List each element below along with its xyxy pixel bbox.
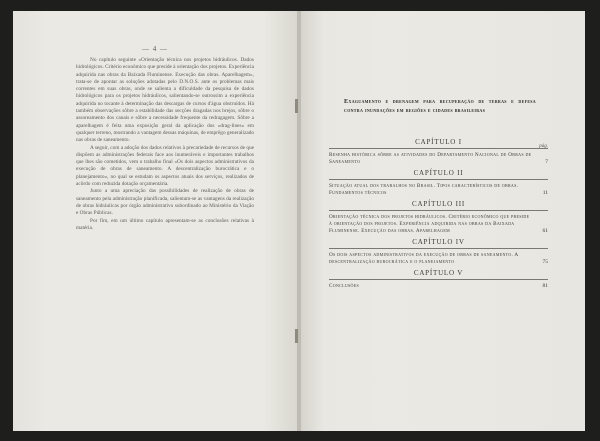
toc-entry-text: Os dois aspectos administrativos da execução de obras de saneamento. A descentralização burocrática e o planejamento (329, 252, 519, 265)
toc-entry-page: 75 (542, 259, 548, 265)
chapter-rule (329, 210, 548, 211)
toc-entry-text: Resenha histórica sôbre as atividades do Departamento Nacional de Obras de Saneamento (329, 152, 532, 165)
paragraph: No capítulo seguinte «Orientação técnica nos projetos hidráulicos. Dados hidrológicos. Critério econômico que preside à orientação dos projetos. Experiência adquirida nas obras da Baixada Fluminense. Execução das obras. Aparelhagem», trata-se de apontar as soluções adotadas pelo D.N.O.S. ante os problemas mais correntes em suas obras, onde se salienta a dificuldade da pesquisa de dados hidrológicos para os projetos hidráulicos, salientando-se outrossim a experiência adquirida no tocante à determinação das descargas de cursos d'água obstruídos. Há também observações sôbre a estabilidade das secções dragadas nos brejos, sôbre o assoreamento dos canais e sôbre a necessidade frequente da redragagem. Sôbre a aparelhagem é feita uma exposição geral da aplicação dos «drag-lines» em qualquer terreno, mostrando a vantagem dessas máquinas, de emprêgo generalizado nas obras de saneamento. (76, 57, 254, 144)
chapter-heading: CAPÍTULO V (413, 269, 464, 277)
chapter-rule (329, 179, 548, 180)
toc-entry (329, 283, 548, 290)
chapter-rule (329, 248, 548, 249)
toc-entry-text: Situação atual dos trabalhos no Brasil. Tipos característicos de obras. Fundamentos técnicos (329, 183, 519, 196)
body-text (76, 57, 254, 232)
page-column-label: pág. (539, 144, 548, 149)
chapter-heading: CAPÍTULO III (412, 200, 465, 208)
toc-entry-page: 81 (542, 283, 548, 289)
paragraph: Junto a uma apreciação das possibilidades de realização de obras de saneamento pela administração planificada, salientam-se as vantagens da realização de obras hidráulicas por órgão administrativo subordinado ao Ministério da Viação e Obras Públicas. (76, 188, 254, 217)
staple (295, 329, 298, 343)
left-page (13, 11, 297, 431)
document-title: Exaguamento e drenagem para recuperação de terras e defesa contra inundações em regiões e cidades brasileiras (344, 98, 536, 114)
toc-entry-page: 7 (545, 159, 548, 165)
toc-entry (329, 252, 548, 266)
toc-entry-page: 11 (542, 190, 548, 196)
toc-entry-text: Orientação técnica dos projetos hidráulicos. Critério econômico que preside à orientação dos projetos. Experiência adquirida nas obras da Baixada Fluminense. Execução das obras. Aparelhagem (329, 214, 530, 234)
toc-entry (329, 183, 548, 197)
toc-entry (329, 214, 548, 235)
chapter-rule (329, 148, 548, 149)
paragraph: A seguir, com a adoção dos dados relativos à precariedade de recursos de que dispõem as administrações federais face aos inumeráveis e importantes trabalhos que lhes são cometidos, vem o trabalho final «Os dois aspectos administrativos da execução de obras de saneamento. A descentralização burocrática e o planejamento», no qual se estudam os aspectos atuais dos serviços, realizados de acôrdo com reduzida dotação orçamentária. (76, 144, 254, 188)
staple (295, 99, 298, 113)
chapter-heading: CAPÍTULO II (413, 169, 464, 177)
chapter-heading: CAPÍTULO I (415, 138, 462, 146)
toc-entry-page: 61 (542, 228, 548, 234)
table-of-contents (329, 135, 548, 293)
toc-entry (329, 144, 548, 166)
chapter-heading: CAPÍTULO IV (412, 238, 465, 246)
page-number: — 4 — (142, 45, 168, 53)
chapter-rule (329, 279, 548, 280)
paragraph: Por fim, em um último capítulo apresentam-se as conclusões relativas à matéria. (76, 217, 254, 231)
toc-entry-text: Conclusões (329, 283, 360, 289)
